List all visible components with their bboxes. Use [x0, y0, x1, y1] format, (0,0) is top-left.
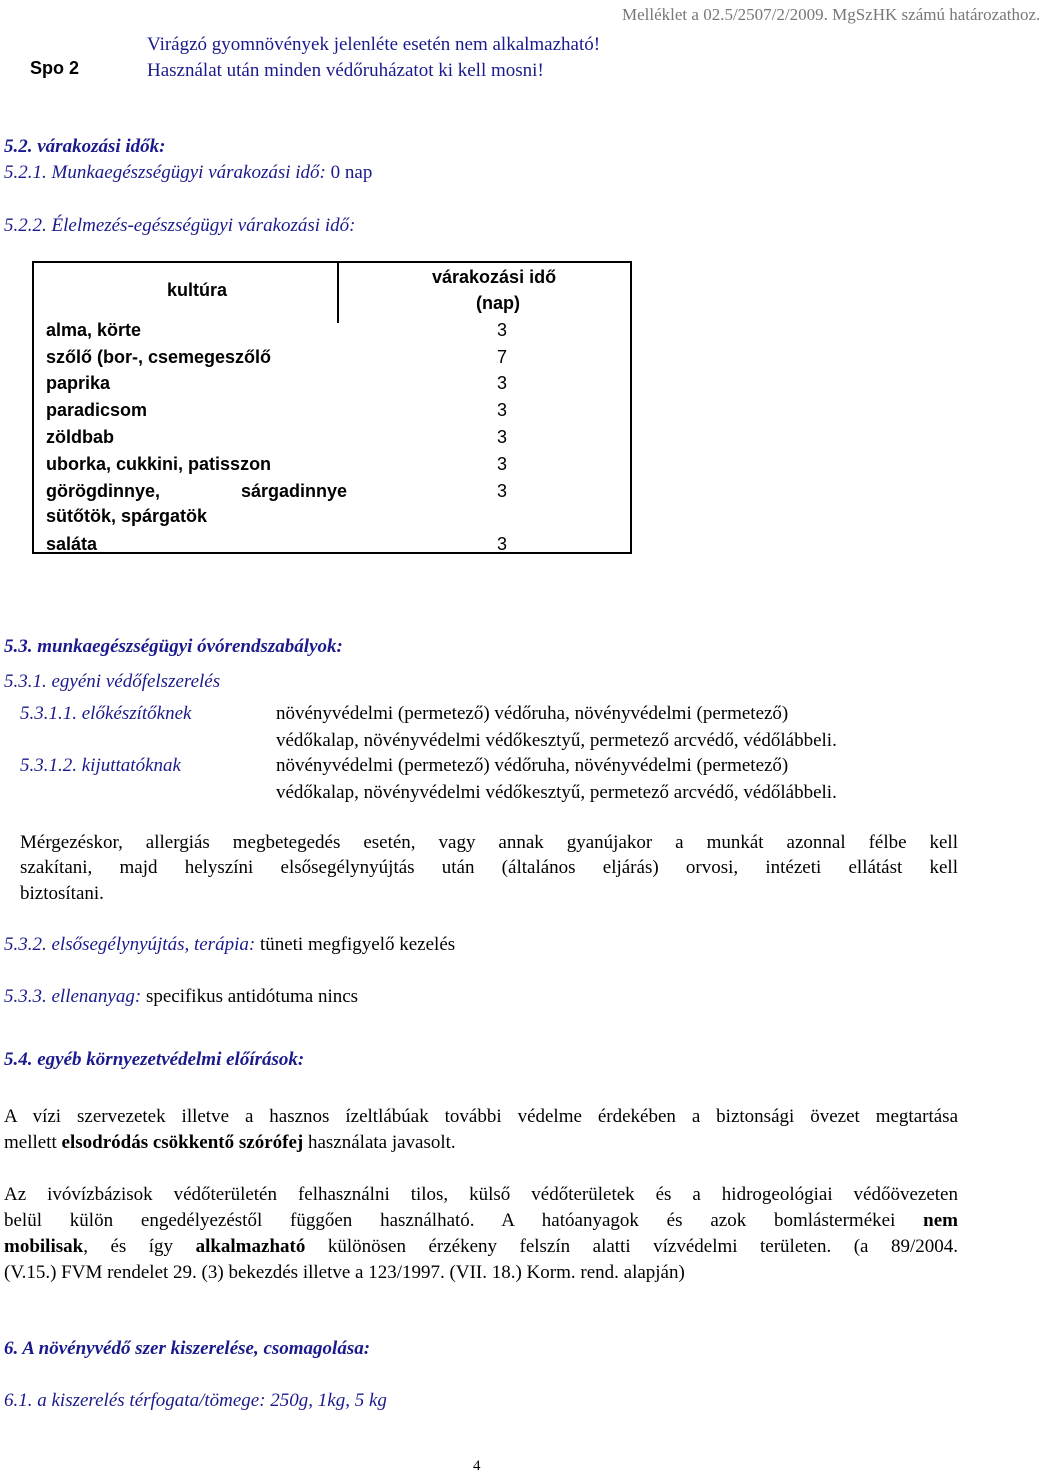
table-row-crop: szőlő (bor-, csemegeszőlő [46, 347, 272, 367]
ppe-heading: 5.3.1. egyéni védőfelszerelés [4, 671, 221, 692]
environment-p2-line-4: (V.15.) FVM rendelet 29. (3) bekezdés illetve a 123/1997. (VII. 18.) Korm. rend. alapján) [4, 1262, 685, 1283]
antidote-value: specifikus antidótuma nincs [145, 986, 359, 1007]
spo-code: Spo 2 [30, 58, 80, 78]
environment-p2-line-3 [4, 1237, 958, 1256]
waiting-heading [4, 137, 166, 156]
col-header-crop: kultúra [167, 280, 228, 300]
safety-heading: 5.3. munkaegészségügyi óvórendszabályok: [4, 636, 343, 657]
environment-p1-line-1: A vízi szervezetek illetve a hasznos ízeltlábúak további védelme érdekében a biztonsági övezet megtartása [4, 1106, 958, 1127]
ppe-item-line-2: védőkalap, növényvédelmi védőkesztyű, permetező arcvédő, védőlábbeli. [276, 730, 837, 751]
page-number: 4 [473, 1458, 481, 1474]
first-aid-value: tüneti megfigyelő kezelés [259, 934, 456, 955]
spo-line-2: Használat után minden védőruházatot ki kell mosni! [147, 60, 544, 81]
table-row-days: 3 [497, 373, 508, 393]
p2-line3-mid: , és így [83, 1236, 174, 1257]
food-waiting-heading: 5.2.2. Élelmezés-egészségügyi várakozási idő: [4, 215, 356, 236]
environment-p2-line-1: Az ivóvízbázisok védőterületén felhasználni tilos, külső védőterületek és a hidrogeológiai védőövezeten [4, 1184, 958, 1205]
table-row-crop: alma, körte [46, 320, 142, 340]
environment-p2-line-2 [4, 1211, 958, 1230]
antidote [4, 987, 358, 1006]
occupational-waiting [4, 163, 372, 182]
ppe-item-line-2: védőkalap, növényvédelmi védőkesztyű, permetező arcvédő, védőlábbeli. [276, 782, 837, 803]
p2-line2-bold: nem [923, 1210, 958, 1231]
table-row-crop: saláta [46, 534, 98, 554]
p1-pre: mellett [4, 1132, 57, 1153]
table-row-crop: paradicsom [46, 400, 148, 420]
table-row-days: 3 [497, 320, 508, 340]
antidote-label: 5.3.3. ellenanyag: [4, 986, 142, 1007]
ppe-item-line-1: növényvédelmi (permetező) védőruha, növényvédelmi (permetező) [276, 703, 789, 724]
poisoning-line-3: biztosítani. [20, 883, 104, 904]
ppe-item-label: 5.3.1.1. előkészítőknek [20, 703, 192, 724]
waiting-heading-text: 5.2. várakozási idők: [4, 136, 166, 157]
environment-heading: 5.4. egyéb környezetvédelmi előírások: [4, 1049, 305, 1070]
p2-line2-pre: belül külön engedélyezéstől függően használható. A hatóanyagok és azok bomlástermékei [4, 1210, 896, 1231]
col-header-wait-2: (nap) [476, 293, 520, 313]
table-row-crop-b: sárgadinnye [241, 481, 348, 501]
ppe-item-line-1: növényvédelmi (permetező) védőruha, növényvédelmi (permetező) [276, 755, 789, 776]
table-row-days: 3 [497, 454, 508, 474]
col-header-wait-1: várakozási idő [432, 267, 557, 287]
p2-line3-bold-1: mobilisak [4, 1236, 84, 1257]
table-row-crop: paprika [46, 373, 111, 393]
table-row-crop: zöldbab [46, 427, 114, 447]
ppe-item-label: 5.3.1.2. kijuttatóknak [20, 755, 181, 776]
p1-bold-nozzle: elsodródás csökkentő szórófej [61, 1132, 304, 1153]
occupational-label: 5.2.1. Munkaegészségügyi várakozási idő: [4, 162, 326, 183]
packaging-heading: 6. A növényvédő szer kiszerelése, csomagolása: [4, 1338, 371, 1359]
table-row-days: 3 [497, 400, 508, 420]
poisoning-line-2: szakítani, majd helyszíni elsősegélynyújtás után (általános eljárás) orvosi, intézeti ellátást kell [20, 857, 958, 878]
occupational-value: 0 nap [330, 162, 373, 183]
first-aid-label: 5.3.2. elsősegélynyújtás, terápia: [4, 934, 256, 955]
p1-post: használata javasolt. [307, 1132, 456, 1153]
table-row-days: 7 [497, 347, 508, 367]
p2-line3-bold-2: alkalmazható [195, 1236, 306, 1257]
table-row-days: 3 [497, 481, 508, 501]
table-row-crop: görögdinnye, [46, 481, 160, 501]
table-row-days: 3 [497, 534, 508, 554]
table-row-crop: uborka, cukkini, patisszon [46, 454, 272, 474]
table-row-days: 3 [497, 427, 508, 447]
spo-line-1: Virágzó gyomnövények jelenléte esetén nem alkalmazható! [147, 34, 601, 55]
poisoning-line-1: Mérgezéskor, allergiás megbetegedés esetén, vagy annak gyanújakor a munkát azonnal félbe kell [20, 832, 958, 853]
environment-p1-line-2 [4, 1133, 456, 1152]
table-header-divider [337, 263, 339, 323]
annex-reference: Melléklet a 02.5/2507/2/2009. MgSzHK számú határozathoz. [622, 5, 1040, 24]
table-row-crop-line2: sütőtök, spárgatök [46, 506, 208, 526]
first-aid [4, 935, 455, 954]
packaging-volume: 6.1. a kiszerelés térfogata/tömege: 250g, 1kg, 5 kg [4, 1390, 387, 1411]
p2-line3-post: különösen érzékeny felszín alatti vízvédelmi területen. (a 89/2004. [327, 1236, 959, 1257]
